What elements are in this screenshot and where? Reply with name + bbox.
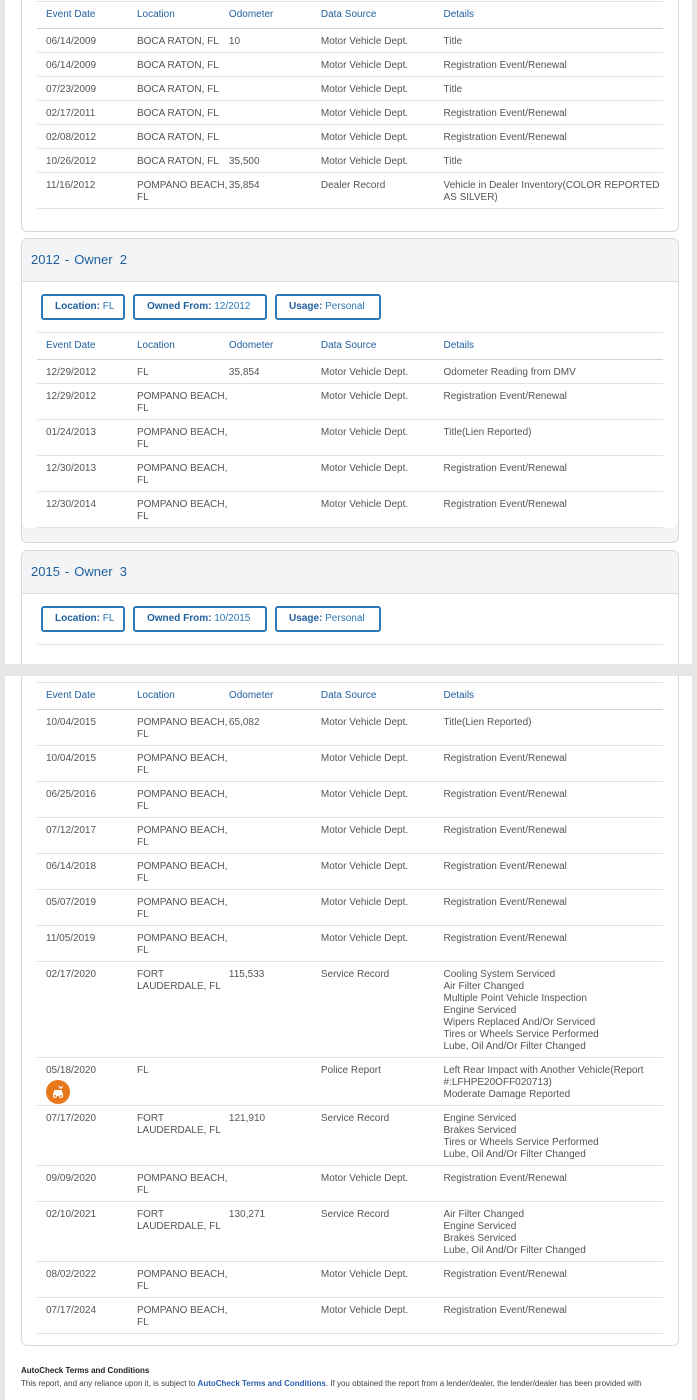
event-date: 06/14/2009 bbox=[46, 60, 97, 71]
details-cell bbox=[443, 1166, 663, 1201]
details-cell bbox=[443, 53, 663, 76]
table-header bbox=[37, 1, 663, 29]
owner2-owned-from-chip: Owned From: 12/2012 bbox=[133, 294, 267, 320]
detail-line: Registration Event/Renewal bbox=[443, 861, 567, 872]
details-cell bbox=[443, 782, 663, 817]
location-cell: POMPANO BEACH, FL bbox=[136, 717, 228, 740]
details-cell bbox=[443, 962, 663, 1057]
odometer-cell bbox=[229, 125, 321, 148]
detail-line: Air Filter Changed bbox=[443, 981, 525, 992]
detail-line: Registration Event/Renewal bbox=[443, 60, 567, 71]
detail-line: Lube, Oil And/Or Filter Changed bbox=[443, 1149, 586, 1160]
location-cell: POMPANO BEACH, FL bbox=[136, 789, 228, 812]
owner1-history-table bbox=[37, 1, 663, 209]
detail-line: Title(Lien Reported) bbox=[443, 427, 532, 438]
odometer-cell bbox=[229, 818, 321, 853]
column-header: Odometer bbox=[228, 690, 274, 701]
odometer-cell: 115,533 bbox=[228, 969, 265, 980]
odometer-cell bbox=[229, 384, 321, 419]
odometer-cell bbox=[229, 101, 321, 124]
detail-line: Wipers Replaced And/Or Serviced bbox=[443, 1017, 596, 1028]
location-cell: POMPANO BEACH, FL bbox=[136, 391, 228, 414]
detail-line: Registration Event/Renewal bbox=[443, 463, 567, 474]
owner2-usage-chip: Usage: Personal bbox=[275, 294, 381, 320]
owner1-history-panel bbox=[21, 0, 679, 232]
terms-text: This report, and any reliance upon it, is subject to AutoCheck Terms and Conditions. If you obtained the report from a lender/dealer, the lender/dealer has been provided with bbox=[21, 1379, 642, 1388]
detail-line: Lube, Oil And/Or Filter Changed bbox=[443, 1041, 586, 1052]
event-date: 07/17/2020 bbox=[46, 1113, 97, 1124]
data-source-cell: Motor Vehicle Dept. bbox=[320, 1173, 409, 1184]
details-cell bbox=[443, 173, 663, 208]
event-date-cell bbox=[37, 77, 137, 100]
event-date-cell bbox=[37, 710, 137, 745]
details-cell bbox=[443, 101, 663, 124]
details-cell bbox=[443, 1298, 663, 1333]
event-date-cell bbox=[37, 890, 137, 925]
event-date: 05/18/2020 bbox=[46, 1065, 97, 1076]
data-source-cell: Service Record bbox=[320, 1209, 390, 1220]
details-cell bbox=[443, 384, 663, 419]
data-source-cell: Police Report bbox=[320, 1065, 381, 1076]
report-screen-top bbox=[5, 0, 692, 664]
event-date-cell bbox=[37, 173, 137, 208]
event-date-cell bbox=[37, 746, 137, 781]
table-row bbox=[37, 53, 663, 77]
table-row bbox=[37, 173, 663, 209]
column-header: Location bbox=[136, 9, 175, 20]
data-source-cell: Motor Vehicle Dept. bbox=[320, 897, 409, 908]
table-row bbox=[37, 1202, 663, 1262]
report-screen-bottom bbox=[5, 676, 692, 1400]
column-header: Details bbox=[443, 340, 475, 351]
detail-line: Tires or Wheels Service Performed bbox=[443, 1137, 599, 1148]
details-cell bbox=[443, 1058, 663, 1105]
event-date: 12/30/2013 bbox=[46, 463, 97, 474]
details-cell bbox=[443, 1106, 663, 1165]
owner3-rows bbox=[37, 710, 663, 1334]
location-cell: BOCA RATON, FL bbox=[136, 156, 219, 167]
table-row bbox=[37, 456, 663, 492]
table-row bbox=[37, 149, 663, 173]
location-cell: POMPANO BEACH, FL bbox=[136, 499, 228, 522]
data-source-cell: Service Record bbox=[320, 969, 390, 980]
detail-line: Registration Event/Renewal bbox=[443, 108, 567, 119]
column-header: Odometer bbox=[228, 340, 274, 351]
table-row bbox=[37, 492, 663, 528]
data-source-cell: Motor Vehicle Dept. bbox=[320, 499, 409, 510]
event-date-cell bbox=[37, 962, 137, 1057]
location-cell: POMPANO BEACH, FL bbox=[136, 1269, 228, 1292]
event-date-cell bbox=[37, 53, 137, 76]
data-source-cell: Motor Vehicle Dept. bbox=[320, 789, 409, 800]
owner3-number: 3 bbox=[119, 564, 128, 579]
owner3-panel bbox=[21, 550, 679, 664]
odometer-cell: 35,854 bbox=[228, 180, 260, 191]
odometer-cell bbox=[229, 420, 321, 455]
detail-line: Brakes Serviced bbox=[443, 1125, 517, 1136]
owner3-history-panel bbox=[21, 676, 679, 1346]
detail-line: Registration Event/Renewal bbox=[443, 933, 567, 944]
event-date-cell bbox=[37, 360, 137, 383]
table-row bbox=[37, 818, 663, 854]
location-cell: BOCA RATON, FL bbox=[136, 108, 219, 119]
event-date-cell bbox=[37, 1058, 137, 1105]
odometer-cell: 65,082 bbox=[228, 717, 260, 728]
event-date-cell bbox=[37, 1106, 137, 1165]
details-cell bbox=[443, 149, 663, 172]
location-cell: BOCA RATON, FL bbox=[136, 84, 219, 95]
detail-line: Engine Serviced bbox=[443, 1221, 517, 1232]
table-row bbox=[37, 890, 663, 926]
column-header: Event Date bbox=[46, 340, 96, 351]
table-row bbox=[37, 77, 663, 101]
table-row bbox=[37, 360, 663, 384]
event-date: 02/17/2020 bbox=[46, 969, 97, 980]
detail-line: Registration Event/Renewal bbox=[443, 825, 567, 836]
odometer-cell: 10 bbox=[228, 36, 241, 47]
table-header bbox=[37, 332, 663, 360]
odometer-cell bbox=[229, 926, 321, 961]
odometer-cell bbox=[229, 77, 321, 100]
detail-line: Engine Serviced bbox=[443, 1113, 517, 1124]
event-date: 07/12/2017 bbox=[46, 825, 97, 836]
location-cell: POMPANO BEACH, FL bbox=[136, 825, 228, 848]
terms-link[interactable]: AutoCheck Terms and Conditions bbox=[197, 1379, 326, 1388]
odometer-cell bbox=[229, 1058, 321, 1105]
detail-line: Cooling System Serviced bbox=[443, 969, 556, 980]
data-source-cell: Motor Vehicle Dept. bbox=[320, 717, 409, 728]
event-date-cell bbox=[37, 101, 137, 124]
column-header: Location bbox=[136, 690, 175, 701]
odometer-cell bbox=[229, 1262, 321, 1297]
table-row bbox=[37, 384, 663, 420]
details-cell bbox=[443, 77, 663, 100]
location-cell: BOCA RATON, FL bbox=[136, 36, 219, 47]
event-date: 08/02/2022 bbox=[46, 1269, 97, 1280]
details-cell bbox=[443, 1202, 663, 1261]
detail-line: Title bbox=[443, 84, 463, 95]
odometer-cell bbox=[229, 890, 321, 925]
detail-line: Registration Event/Renewal bbox=[443, 391, 567, 402]
event-date-cell bbox=[37, 420, 137, 455]
event-date-cell bbox=[37, 1262, 137, 1297]
detail-line: Brakes Serviced bbox=[443, 1233, 517, 1244]
event-date: 07/23/2009 bbox=[46, 84, 97, 95]
owner3-label: Owner bbox=[74, 564, 113, 579]
detail-line: Registration Event/Renewal bbox=[443, 1305, 567, 1316]
table-top-divider bbox=[37, 644, 663, 645]
event-date: 05/07/2019 bbox=[46, 897, 97, 908]
data-source-cell: Service Record bbox=[320, 1113, 390, 1124]
data-source-cell: Dealer Record bbox=[320, 180, 386, 191]
event-date: 10/04/2015 bbox=[46, 753, 97, 764]
location-cell: FORT LAUDERDALE, FL bbox=[136, 969, 221, 992]
event-date-cell bbox=[37, 782, 137, 817]
detail-line: Registration Event/Renewal bbox=[443, 1173, 567, 1184]
owner2-rows bbox=[37, 360, 663, 528]
event-date: 12/29/2012 bbox=[46, 367, 97, 378]
table-row bbox=[37, 926, 663, 962]
owner3-owned-from-chip: Owned From: 10/2015 bbox=[133, 606, 267, 632]
location-cell: POMPANO BEACH, FL bbox=[136, 1173, 228, 1196]
table-row bbox=[37, 962, 663, 1058]
details-cell bbox=[443, 854, 663, 889]
event-date: 02/17/2011 bbox=[46, 108, 96, 119]
table-row bbox=[37, 710, 663, 746]
detail-line: Air Filter Changed bbox=[443, 1209, 525, 1220]
owner2-panel bbox=[21, 238, 679, 543]
event-date: 07/17/2024 bbox=[46, 1305, 97, 1316]
table-row bbox=[37, 1106, 663, 1166]
event-date: 06/14/2018 bbox=[46, 861, 97, 872]
details-cell bbox=[443, 890, 663, 925]
table-header bbox=[37, 682, 663, 710]
details-cell bbox=[443, 1262, 663, 1297]
column-header: Data Source bbox=[320, 340, 377, 351]
owner2-summary-chips bbox=[37, 282, 663, 332]
event-date: 10/04/2015 bbox=[46, 717, 97, 728]
data-source-cell: Motor Vehicle Dept. bbox=[320, 427, 409, 438]
detail-line: Registration Event/Renewal bbox=[443, 789, 567, 800]
table-row bbox=[37, 1262, 663, 1298]
owner2-history-table bbox=[37, 332, 663, 528]
column-header: Location bbox=[136, 340, 175, 351]
accident-icon bbox=[46, 1080, 70, 1104]
details-cell bbox=[443, 818, 663, 853]
column-header: Odometer bbox=[228, 9, 274, 20]
event-date-cell bbox=[37, 29, 137, 52]
event-date-cell bbox=[37, 1298, 137, 1333]
location-cell: POMPANO BEACH, FL bbox=[136, 180, 228, 203]
data-source-cell: Motor Vehicle Dept. bbox=[320, 132, 409, 143]
data-source-cell: Motor Vehicle Dept. bbox=[320, 367, 409, 378]
data-source-cell: Motor Vehicle Dept. bbox=[320, 84, 409, 95]
column-header: Event Date bbox=[46, 690, 96, 701]
detail-line: Registration Event/Renewal bbox=[443, 499, 567, 510]
details-cell bbox=[443, 746, 663, 781]
odometer-cell bbox=[229, 492, 321, 527]
data-source-cell: Motor Vehicle Dept. bbox=[320, 463, 409, 474]
location-cell: POMPANO BEACH, FL bbox=[136, 1305, 228, 1328]
column-header: Data Source bbox=[320, 9, 377, 20]
event-date: 09/09/2020 bbox=[46, 1173, 97, 1184]
table-row bbox=[37, 29, 663, 53]
location-cell: POMPANO BEACH, FL bbox=[136, 861, 228, 884]
terms-section bbox=[21, 1366, 671, 1388]
odometer-cell: 130,271 bbox=[228, 1209, 266, 1220]
data-source-cell: Motor Vehicle Dept. bbox=[320, 825, 409, 836]
table-row bbox=[37, 746, 663, 782]
event-date-cell bbox=[37, 818, 137, 853]
details-cell bbox=[443, 360, 663, 383]
owner1-rows bbox=[37, 29, 663, 209]
event-date: 06/25/2016 bbox=[46, 789, 97, 800]
owner2-heading: 2012 - Owner 2 bbox=[22, 239, 678, 282]
detail-line: Moderate Damage Reported bbox=[443, 1089, 571, 1100]
table-row bbox=[37, 1058, 663, 1106]
table-row bbox=[37, 1298, 663, 1334]
owner2-number: 2 bbox=[119, 252, 128, 267]
owner2-label: Owner bbox=[74, 252, 113, 267]
location-cell: POMPANO BEACH, FL bbox=[136, 933, 228, 956]
location-cell: POMPANO BEACH, FL bbox=[136, 427, 228, 450]
event-date-cell bbox=[37, 492, 137, 527]
detail-line: Registration Event/Renewal bbox=[443, 753, 567, 764]
table-row bbox=[37, 420, 663, 456]
owner3-location-chip: Location: FL bbox=[41, 606, 125, 632]
detail-line: Title bbox=[443, 156, 463, 167]
odometer-cell bbox=[229, 854, 321, 889]
event-date: 11/16/2012 bbox=[46, 180, 96, 191]
owner2-location-chip: Location: FL bbox=[41, 294, 125, 320]
terms-title: AutoCheck Terms and Conditions bbox=[21, 1366, 150, 1375]
data-source-cell: Motor Vehicle Dept. bbox=[320, 36, 409, 47]
location-cell: BOCA RATON, FL bbox=[136, 60, 219, 71]
location-cell: FL bbox=[136, 1065, 149, 1076]
data-source-cell: Motor Vehicle Dept. bbox=[320, 753, 409, 764]
odometer-cell: 121,910 bbox=[228, 1113, 266, 1124]
detail-line: Engine Serviced bbox=[443, 1005, 517, 1016]
owner3-history-table bbox=[37, 682, 663, 1334]
detail-line: Odometer Reading from DMV bbox=[443, 367, 576, 378]
owner3-year: 2015 bbox=[31, 564, 60, 579]
odometer-cell bbox=[229, 456, 321, 491]
odometer-cell bbox=[229, 746, 321, 781]
location-cell: POMPANO BEACH, FL bbox=[136, 753, 228, 776]
details-cell bbox=[443, 456, 663, 491]
detail-line: Registration Event/Renewal bbox=[443, 897, 567, 908]
odometer-cell bbox=[229, 1166, 321, 1201]
data-source-cell: Motor Vehicle Dept. bbox=[320, 108, 409, 119]
event-date: 02/08/2012 bbox=[46, 132, 97, 143]
detail-line: Title(Lien Reported) bbox=[443, 717, 532, 728]
location-cell: FL bbox=[136, 367, 149, 378]
event-date: 10/26/2012 bbox=[46, 156, 97, 167]
table-row bbox=[37, 101, 663, 125]
event-date-cell bbox=[37, 125, 137, 148]
event-date: 06/14/2009 bbox=[46, 36, 97, 47]
odometer-cell bbox=[229, 53, 321, 76]
location-cell: BOCA RATON, FL bbox=[136, 132, 219, 143]
table-row bbox=[37, 125, 663, 149]
details-cell bbox=[443, 420, 663, 455]
event-date: 11/05/2019 bbox=[46, 933, 96, 944]
location-cell: FORT LAUDERDALE, FL bbox=[136, 1113, 221, 1136]
odometer-cell: 35,854 bbox=[228, 367, 260, 378]
table-row bbox=[37, 854, 663, 890]
location-cell: POMPANO BEACH, FL bbox=[136, 897, 228, 920]
detail-line: Vehicle in Dealer Inventory(COLOR REPORTED AS SILVER) bbox=[443, 180, 660, 203]
detail-line: Registration Event/Renewal bbox=[443, 1269, 567, 1280]
odometer-cell bbox=[229, 782, 321, 817]
detail-line: Multiple Point Vehicle Inspection bbox=[443, 993, 587, 1004]
event-date: 12/29/2012 bbox=[46, 391, 97, 402]
detail-line: Lube, Oil And/Or Filter Changed bbox=[443, 1245, 586, 1256]
column-header: Details bbox=[443, 9, 475, 20]
event-date-cell bbox=[37, 456, 137, 491]
detail-line: Left Rear Impact with Another Vehicle(Report #:LFHPE20OFF020713) bbox=[443, 1065, 644, 1088]
data-source-cell: Motor Vehicle Dept. bbox=[320, 933, 409, 944]
data-source-cell: Motor Vehicle Dept. bbox=[320, 861, 409, 872]
event-date-cell bbox=[37, 1202, 137, 1261]
event-date-cell bbox=[37, 384, 137, 419]
owner3-usage-chip: Usage: Personal bbox=[275, 606, 381, 632]
data-source-cell: Motor Vehicle Dept. bbox=[320, 60, 409, 71]
data-source-cell: Motor Vehicle Dept. bbox=[320, 156, 409, 167]
data-source-cell: Motor Vehicle Dept. bbox=[320, 1305, 409, 1316]
details-cell bbox=[443, 710, 663, 745]
detail-line: Title bbox=[443, 36, 463, 47]
event-date-cell bbox=[37, 149, 137, 172]
owner2-year: 2012 bbox=[31, 252, 60, 267]
owner3-heading: 2015 - Owner 3 bbox=[22, 551, 678, 594]
column-header: Data Source bbox=[320, 690, 377, 701]
column-header: Details bbox=[443, 690, 475, 701]
location-cell: POMPANO BEACH, FL bbox=[136, 463, 228, 486]
event-date: 02/10/2021 bbox=[46, 1209, 97, 1220]
odometer-cell bbox=[229, 1298, 321, 1333]
detail-line: Tires or Wheels Service Performed bbox=[443, 1029, 599, 1040]
event-date-cell bbox=[37, 1166, 137, 1201]
event-date: 12/30/2014 bbox=[46, 499, 97, 510]
column-header: Event Date bbox=[46, 9, 96, 20]
detail-line: Registration Event/Renewal bbox=[443, 132, 567, 143]
location-cell: FORT LAUDERDALE, FL bbox=[136, 1209, 221, 1232]
owner3-summary-chips bbox=[37, 594, 663, 644]
table-row bbox=[37, 1166, 663, 1202]
odometer-cell: 35,500 bbox=[228, 156, 260, 167]
details-cell bbox=[443, 125, 663, 148]
details-cell bbox=[443, 492, 663, 527]
data-source-cell: Motor Vehicle Dept. bbox=[320, 1269, 409, 1280]
event-date-cell bbox=[37, 926, 137, 961]
data-source-cell: Motor Vehicle Dept. bbox=[320, 391, 409, 402]
details-cell bbox=[443, 926, 663, 961]
event-date: 01/24/2013 bbox=[46, 427, 97, 438]
table-row bbox=[37, 782, 663, 818]
event-date-cell bbox=[37, 854, 137, 889]
details-cell bbox=[443, 29, 663, 52]
